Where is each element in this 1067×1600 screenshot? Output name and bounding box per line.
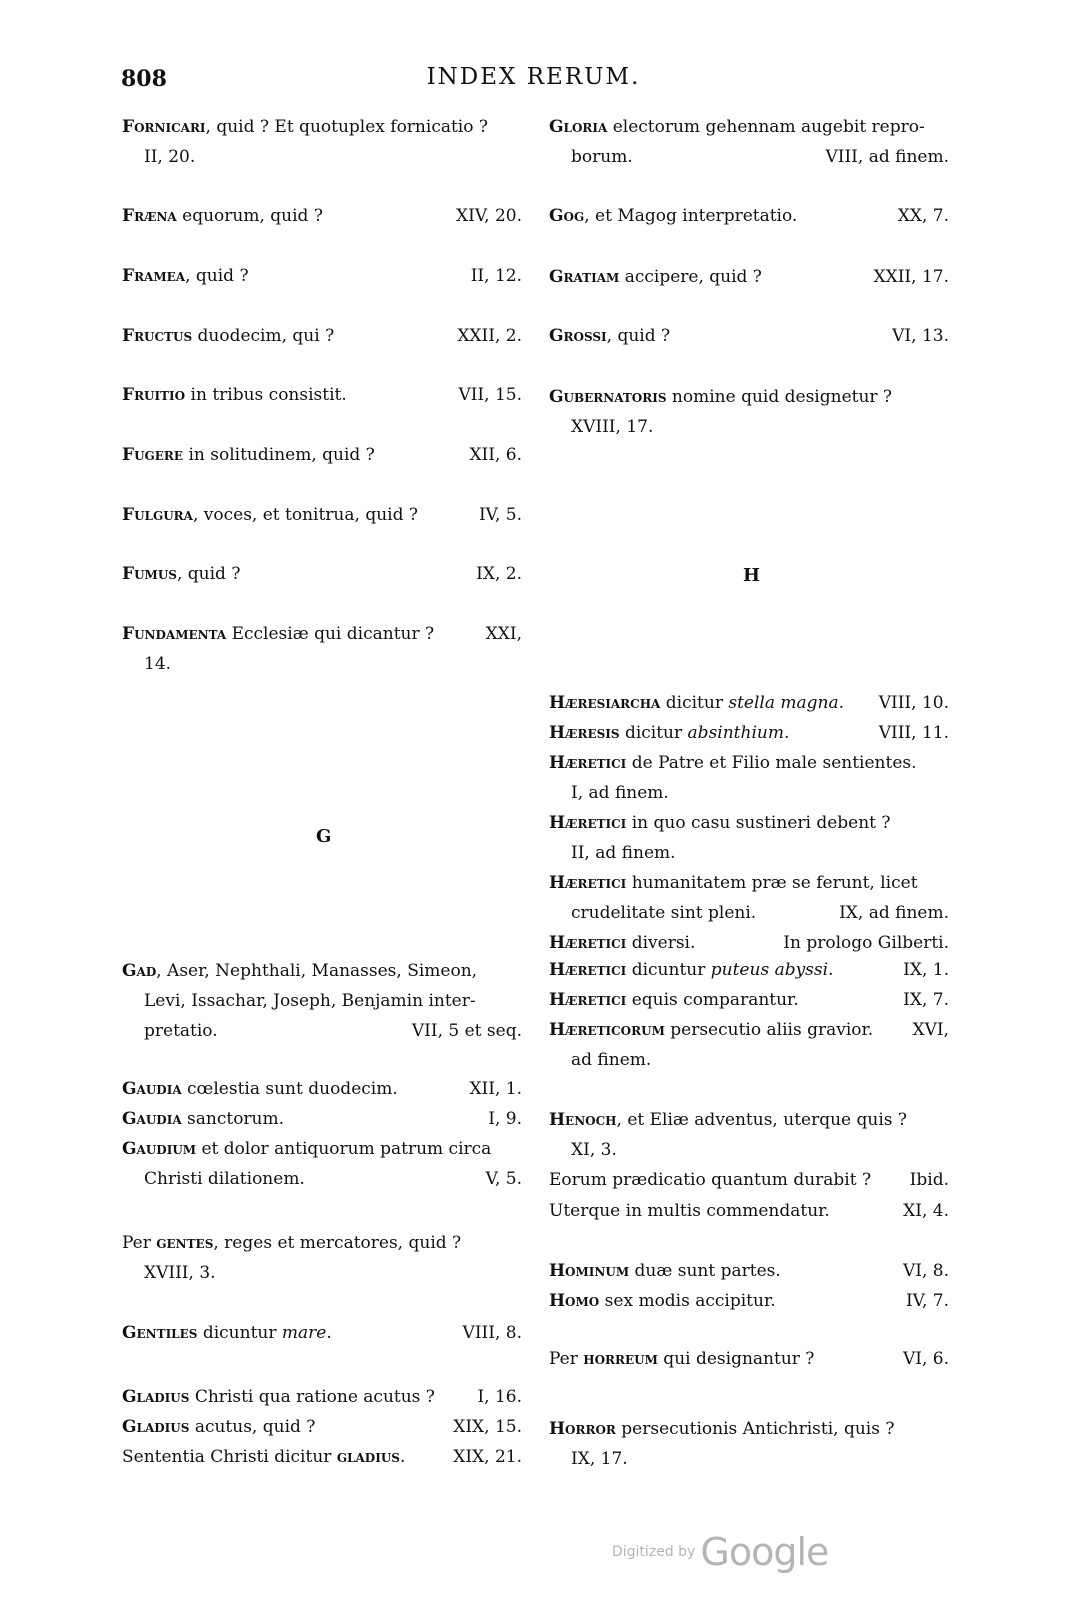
index-entry: IV, 7. Homo sex modis accipitur. — [549, 1291, 949, 1311]
index-entry: XXII, 17. Gratiam accipere, quid ? — [549, 267, 949, 287]
index-entry: Gaudium et dolor antiquorum patrum circa V, 5. Christi dilationem. — [122, 1139, 522, 1189]
index-entry: VIII, 10. Hæresiarcha dicitur stella magna. — [549, 693, 949, 713]
index-entry: Hæretici de Patre et Filio male sentientes. I, ad finem. — [549, 753, 917, 803]
index-entry: VII, 15. Fruitio in tribus consistit. — [122, 385, 522, 405]
section-letter-g: G — [316, 826, 332, 847]
index-entry: VI, 13. Grossi, quid ? — [549, 326, 949, 346]
index-entry: VIII, 11. Hæresis dicitur absinthium. — [549, 723, 949, 743]
index-entry: Gubernatoris nomine quid designetur ? XVIII, 17. — [549, 387, 893, 437]
index-entry: IX, 2. Fumus, quid ? — [122, 564, 522, 584]
index-entry: Henoch, et Eliæ adventus, uterque quis ? XI, 3. — [549, 1110, 908, 1160]
index-entry: In prologo Gilberti. Hæretici diversi. — [549, 933, 949, 953]
index-entry: XVI, Hæreticorum persecutio aliis gravior. ad finem. — [549, 1020, 949, 1070]
index-entry: Ibid. Eorum prædicatio quantum durabit ? — [549, 1170, 949, 1190]
section-letter-h: H — [743, 565, 761, 586]
index-entry: Hæretici humanitatem præ se ferunt, licet IX, ad finem. crudelitate sint pleni. — [549, 873, 949, 923]
index-entry: Horror persecutionis Antichristi, quis ? IX, 17. — [549, 1419, 895, 1469]
index-entry: II, 12. Framea, quid ? — [122, 266, 522, 286]
running-head: INDEX RERUM. — [426, 64, 641, 90]
index-entry: XIV, 20. Fræna equorum, quid ? — [122, 206, 522, 226]
index-entry: Hæretici in quo casu sustineri debent ? II, ad finem. — [549, 813, 891, 863]
index-entry: IV, 5. Fulgura, voces, et tonitrua, quid ? — [122, 505, 522, 525]
index-entry: Gloria electorum gehennam augebit repro- VIII, ad finem. borum. — [549, 117, 949, 167]
index-entry: Fornicari, quid ? Et quotuplex fornicatio ? II, 20. — [122, 117, 488, 167]
digitized-watermark: Digitized by Google — [612, 1530, 829, 1574]
index-entry: XII, 1. Gaudia cœlestia sunt duodecim. — [122, 1079, 522, 1099]
index-entry: Per gentes, reges et mercatores, quid ? XVIII, 3. — [122, 1233, 462, 1283]
index-entry: XII, 6. Fugere in solitudinem, quid ? — [122, 445, 522, 465]
index-entry: XX, 7. Gog, et Magog interpretatio. — [549, 206, 949, 226]
index-entry: I, 9. Gaudia sanctorum. — [122, 1109, 522, 1129]
index-entry: VIII, 8. Gentiles dicuntur mare. — [122, 1323, 522, 1343]
index-entry: XIX, 21. Sententia Christi dicitur gladius. — [122, 1447, 522, 1467]
index-entry: XIX, 15. Gladius acutus, quid ? — [122, 1417, 522, 1437]
index-entry: XXI, Fundamenta Ecclesiæ qui dicantur ? 14. — [122, 624, 522, 674]
index-entry: IX, 7. Hæretici equis comparantur. — [549, 990, 949, 1010]
index-entry: IX, 1. Hæretici dicuntur puteus abyssi. — [549, 960, 949, 980]
index-entry: VI, 6. Per horreum qui designantur ? — [549, 1349, 949, 1369]
index-entry: XXII, 2. Fructus duodecim, qui ? — [122, 326, 522, 346]
index-entry: Gad, Aser, Nephthali, Manasses, Simeon, Levi, Issachar, Joseph, Benjamin inter- VII, 5 et seq. pretatio. — [122, 961, 522, 1041]
index-entry: VI, 8. Hominum duæ sunt partes. — [549, 1261, 949, 1281]
index-entry: I, 16. Gladius Christi qua ratione acutus ? — [122, 1387, 522, 1407]
index-entry: XI, 4. Uterque in multis commendatur. — [549, 1201, 949, 1221]
page-number: 808 — [121, 66, 167, 92]
